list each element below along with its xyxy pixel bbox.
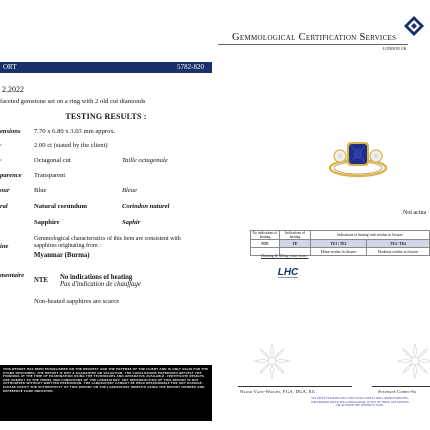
row-value: Sapphire: [34, 219, 60, 226]
certificate-title: Gemmological Certification Services: [232, 32, 397, 43]
row-label: ·: [0, 142, 2, 149]
heat-col-header: Indications of heating: [280, 231, 311, 240]
heat-text-block: [60, 274, 200, 288]
heat-code-cell: TE1 / TE2: [311, 240, 367, 248]
signatory-1: Naomi Vane-Wright, FGA, DGA, EG: [240, 389, 316, 394]
row-value: Natural corundum: [34, 203, 87, 210]
row-value: 2.00 ct (stated by the client): [34, 142, 108, 149]
heat-desc-cell: Minor residue in fissures: [311, 248, 367, 256]
signature-line: [372, 386, 430, 387]
row-value: 7.70 x 6.80 x 3.03 mm approx.: [34, 128, 116, 135]
row-value-fr: Bleue: [122, 187, 138, 194]
heat-code-cell: NTE: [251, 240, 280, 248]
non-heated-note: Non-heated sapphires are scarce: [34, 298, 120, 305]
testing-results-title: TESTING RESULTS :: [65, 112, 147, 121]
row-label: ·: [0, 157, 2, 164]
heating-chart-link[interactable]: Heating & filling chart from :: [261, 253, 309, 258]
lhc-logo-icon: [276, 262, 300, 280]
row-value: Blue: [34, 187, 47, 194]
security-fine-print: SECURITY FEATURES INCLUDE ULTRA-VIOLET INKS, MICRO PRINTING, WATERMARK PAPER AND A HOLOGRAM. IF ANY OF THESE ARE MISSING OR ALTERED THE REPORT IS VOID.: [310, 396, 410, 407]
item-description: faceted gemstone set on a ring with 2 old cut diamonds: [0, 98, 146, 105]
warning-text: THIS REPORT HAS BEEN ESTABLISHED ON THE REQUEST AND THE EXPENSE OF THE CLIENT AND IS ONLY VALID FOR THE STONE DESCRIBED. THE REPORT IS NOT A GUARANTEE OR VALUATION. THE CONCLUSIONS EXPRESSED REFLECT THE FINDINGS AT THE TIME OF EXAMINATION USING THE TECHNIQUES AND APPARATUS AVAILABLE. CERTIFICATE RESULTS ARE SUBJECT TO THE TERMS AND CONDITIONS OF THE LABORATORY. ANY REPRODUCTION OF THIS REPORT IS NOT AUTHORISED WITHOUT WRITTEN PERMISSION. THE LABORATORY CANNOT BE HELD RESPONSIBLE FOR ANY DAMAGE. PLEASE VERIFY THE AUTHENTICITY OF THIS REPORT ON THE LABORATORY WEBSITE USING THE REPORT NUMBER AND REFERENCE CODE INDICATED.: [3, 367, 209, 393]
watermark-rosette-icon: [253, 342, 291, 380]
heat-fr: Pas d'indication de chauffage: [60, 281, 141, 288]
row-value-fr: Corindon naturel: [122, 203, 170, 210]
lab-logo-icon: [402, 14, 426, 38]
origin-value: Myanmar (Burma): [34, 252, 90, 259]
warning-box: [0, 365, 212, 421]
report-header-bar: [0, 62, 212, 73]
heat-en: No indications of heating: [60, 274, 133, 281]
heat-col-header: No indications of heating: [251, 231, 280, 240]
photo-note: Not actua: [403, 210, 427, 216]
svg-text:LHC: LHC: [277, 267, 299, 278]
report-label: ORT: [3, 63, 17, 71]
row-value-fr: Saphir: [122, 219, 141, 226]
heat-code-cell: TE3 / TE4: [367, 240, 430, 248]
row-label: our: [0, 187, 10, 194]
heat-code: NTE: [34, 277, 48, 284]
comment-label: mentaire: [0, 272, 25, 279]
heat-group-header: Indications of heating with residue in fissures: [311, 231, 430, 240]
row-value: Octagonal cut: [34, 157, 71, 164]
title-divider: [218, 44, 408, 45]
heat-desc-cell: Moderate residue in fissures: [367, 248, 430, 256]
row-label: ensions: [0, 128, 21, 135]
location-label: LONDON UK: [383, 46, 407, 51]
origin-note: Gemmological characteristics of this item are consistent with sapphires originating from :: [34, 236, 181, 250]
signatory-2: Stephane Cohen-So: [378, 389, 417, 394]
ring-photo: [326, 132, 390, 182]
row-value: Transparent: [34, 172, 66, 179]
origin-label: ine: [0, 243, 9, 250]
watermark-rosette-icon: [396, 342, 430, 380]
row-value-fr: Taille octagonale: [122, 157, 168, 164]
heat-code-cell: TE: [280, 240, 311, 248]
report-number: 5782-820: [177, 63, 204, 71]
report-date: 2.2022: [2, 85, 24, 94]
signature-line: [238, 386, 352, 387]
row-label: ral: [0, 203, 8, 210]
row-label: parence: [0, 172, 22, 179]
